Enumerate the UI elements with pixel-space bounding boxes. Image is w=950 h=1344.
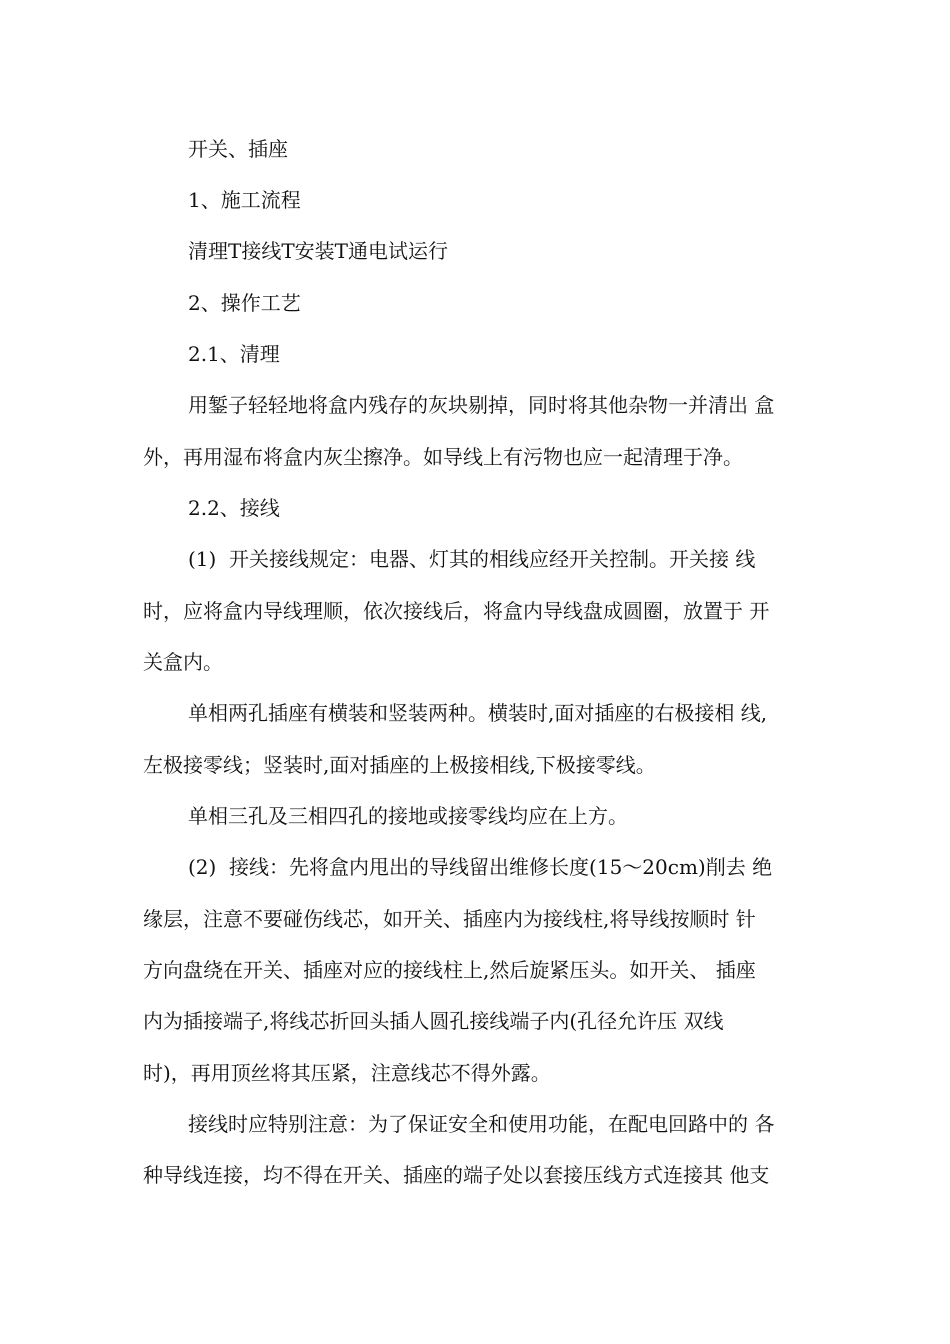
heading-construction-process: 1、施工流程 [188,188,301,212]
paragraph-line: 左极接零线；竖装时,面对插座的上极接相线,下极接零线。 [143,753,656,777]
section-title: 开关、插座 [188,137,288,161]
paragraph-line: 时，应将盒内导线理顺，依次接线后，将盒内导线盘成圆圈，放置于 开 [143,599,770,623]
paragraph-line: 接线时应特别注意：为了保证安全和使用功能，在配电回路中的 各 [188,1112,775,1136]
paragraph-line: 外，再用湿布将盒内灰尘擦净。如导线上有污物也应一起清理于净。 [143,445,743,469]
paragraph-line: 用錾子轻轻地将盒内残存的灰块剔掉，同时将其他杂物一并清出 盒 [188,393,775,417]
heading-cleaning: 2.1、清理 [188,342,280,366]
paragraph-line: 缘层，注意不要碰伤线芯，如开关、插座内为接线柱,将导线按顺时 针 [143,907,756,931]
paragraph-line: 时)，再用顶丝将其压紧，注意线芯不得外露。 [143,1061,551,1085]
paragraph-line: 方向盘绕在开关、插座对应的接线柱上,然后旋紧压头。如开关、 插座 [143,958,756,982]
process-flow-text: 清理T接线T安装T通电试运行 [188,239,449,263]
paragraph-line: 单相三孔及三相四孔的接地或接零线均应在上方。 [188,804,628,828]
paragraph-line: 内为插接端子,将线芯折回头插人圆孔接线端子内(孔径允许压 双线 [143,1009,724,1033]
paragraph-line: 关盒内。 [143,650,223,674]
paragraph-line: 单相两孔插座有横装和竖装两种。横装时,面对插座的右极接相 线, [188,701,768,725]
paragraph-line: (2) 接线：先将盒内甩出的导线留出维修长度(15〜20cm)削去 绝 [188,855,773,879]
paragraph-line: 种导线连接，均不得在开关、插座的端子处以套接压线方式连接其 他支 [143,1163,770,1187]
paragraph-line: (1) 开关接线规定：电器、灯其的相线应经开关控制。开关接 线 [188,547,756,571]
heading-wiring: 2.2、接线 [188,496,280,520]
heading-operation-process: 2、操作工艺 [188,291,301,315]
